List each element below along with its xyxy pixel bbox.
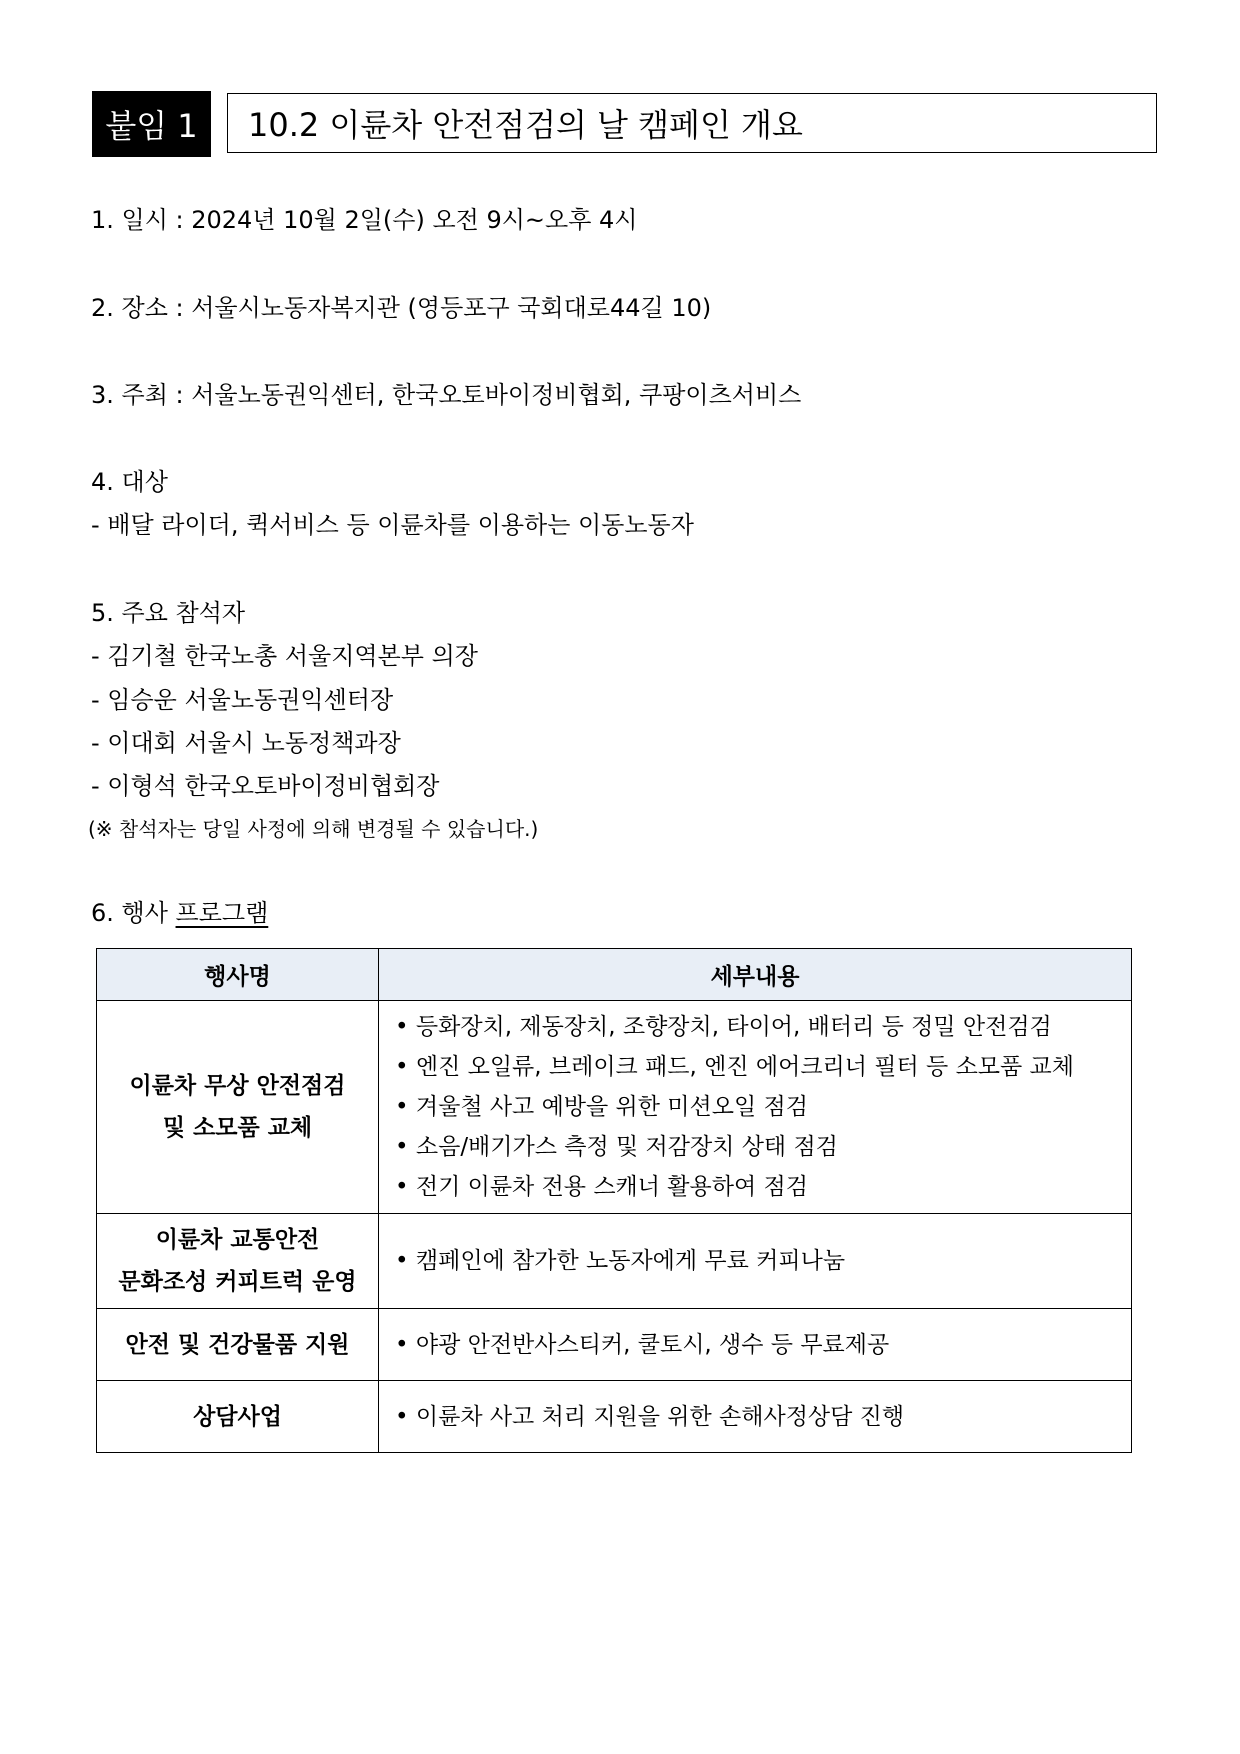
- detail-bullet: • 등화장치, 제동장치, 조향장치, 타이어, 배터리 등 정밀 안전검검: [395, 1014, 1052, 1040]
- program-heading-prefix: 6. 행사: [91, 899, 176, 927]
- detail-bullet: • 전기 이륜차 전용 스캐너 활용하여 점검: [395, 1174, 808, 1200]
- event-name-line: 이륜차 무상 안전점검: [129, 1073, 346, 1099]
- program-table: [96, 948, 1132, 1453]
- detail-bullet: • 엔진 오일류, 브레이크 패드, 엔진 에어크리너 필터 등 소모품 교체: [395, 1054, 1074, 1080]
- event-detail-cell: [379, 1309, 1132, 1381]
- detail-bullet: • 캠페인에 참가한 노동자에게 무료 커피나눔: [395, 1248, 846, 1274]
- table-row: [97, 1214, 1132, 1309]
- event-name-line: 및 소모품 교체: [162, 1115, 313, 1141]
- target-item: - 배달 라이더, 퀵서비스 등 이륜차를 이용하는 이동노동자: [91, 511, 694, 539]
- table-row: [97, 1309, 1132, 1381]
- item-host: 3. 주최 : 서울노동권익센터, 한국오토바이정비협회, 쿠팡이츠서비스: [91, 381, 802, 409]
- item-place: 2. 장소 : 서울시노동자복지관 (영등포구 국회대로44길 10): [91, 294, 712, 322]
- column-header-event-name: 행사명: [97, 949, 379, 1001]
- attendee-item: - 이형석 한국오토바이정비협회장: [91, 772, 440, 800]
- document-title: 10.2 이륜차 안전점검의 날 캠페인 개요: [227, 93, 1157, 153]
- table-header-row: [97, 949, 1132, 1001]
- item-datetime: 1. 일시 : 2024년 10월 2일(수) 오전 9시~오후 4시: [91, 206, 638, 234]
- event-detail-cell: [379, 1001, 1132, 1214]
- attendee-item: - 이대회 서울시 노동정책과장: [91, 729, 401, 757]
- event-name-cell: [97, 1214, 379, 1309]
- table-row: [97, 1001, 1132, 1214]
- document-header: [92, 91, 1159, 157]
- event-detail-cell: [379, 1214, 1132, 1309]
- event-name-line: 문화조성 커피트럭 운영: [118, 1269, 357, 1295]
- attendees-note: (※ 참석자는 당일 사정에 의해 변경될 수 있습니다.): [88, 817, 539, 841]
- target-heading: 4. 대상: [91, 468, 168, 496]
- attendee-item: - 김기철 한국노총 서울지역본부 의장: [91, 642, 478, 670]
- event-detail-cell: [379, 1381, 1132, 1453]
- detail-bullet: • 소음/배기가스 측정 및 저감장치 상태 점검: [395, 1134, 838, 1160]
- table-row: [97, 1381, 1132, 1453]
- column-header-details: 세부내용: [379, 949, 1132, 1001]
- program-heading-underlined: 프로그램: [175, 899, 269, 927]
- event-name-line: 안전 및 건강물품 지원: [125, 1331, 350, 1358]
- detail-bullet: • 야광 안전반사스티커, 쿨토시, 생수 등 무료제공: [395, 1331, 890, 1358]
- attendees-heading: 5. 주요 참석자: [91, 599, 246, 627]
- event-name-cell: [97, 1309, 379, 1381]
- detail-bullet: • 이륜차 사고 처리 지원을 위한 손해사정상담 진행: [395, 1403, 905, 1430]
- event-name-cell: [97, 1001, 379, 1214]
- attachment-badge: 붙임 1: [92, 91, 211, 157]
- event-name-line: 이륜차 교통안전: [155, 1227, 320, 1253]
- event-name-line: 상담사업: [193, 1403, 282, 1430]
- attendee-item: - 임승운 서울노동권익센터장: [91, 686, 394, 714]
- event-name-cell: [97, 1381, 379, 1453]
- program-heading: [91, 893, 268, 928]
- detail-bullet: • 겨울철 사고 예방을 위한 미션오일 점검: [395, 1094, 808, 1120]
